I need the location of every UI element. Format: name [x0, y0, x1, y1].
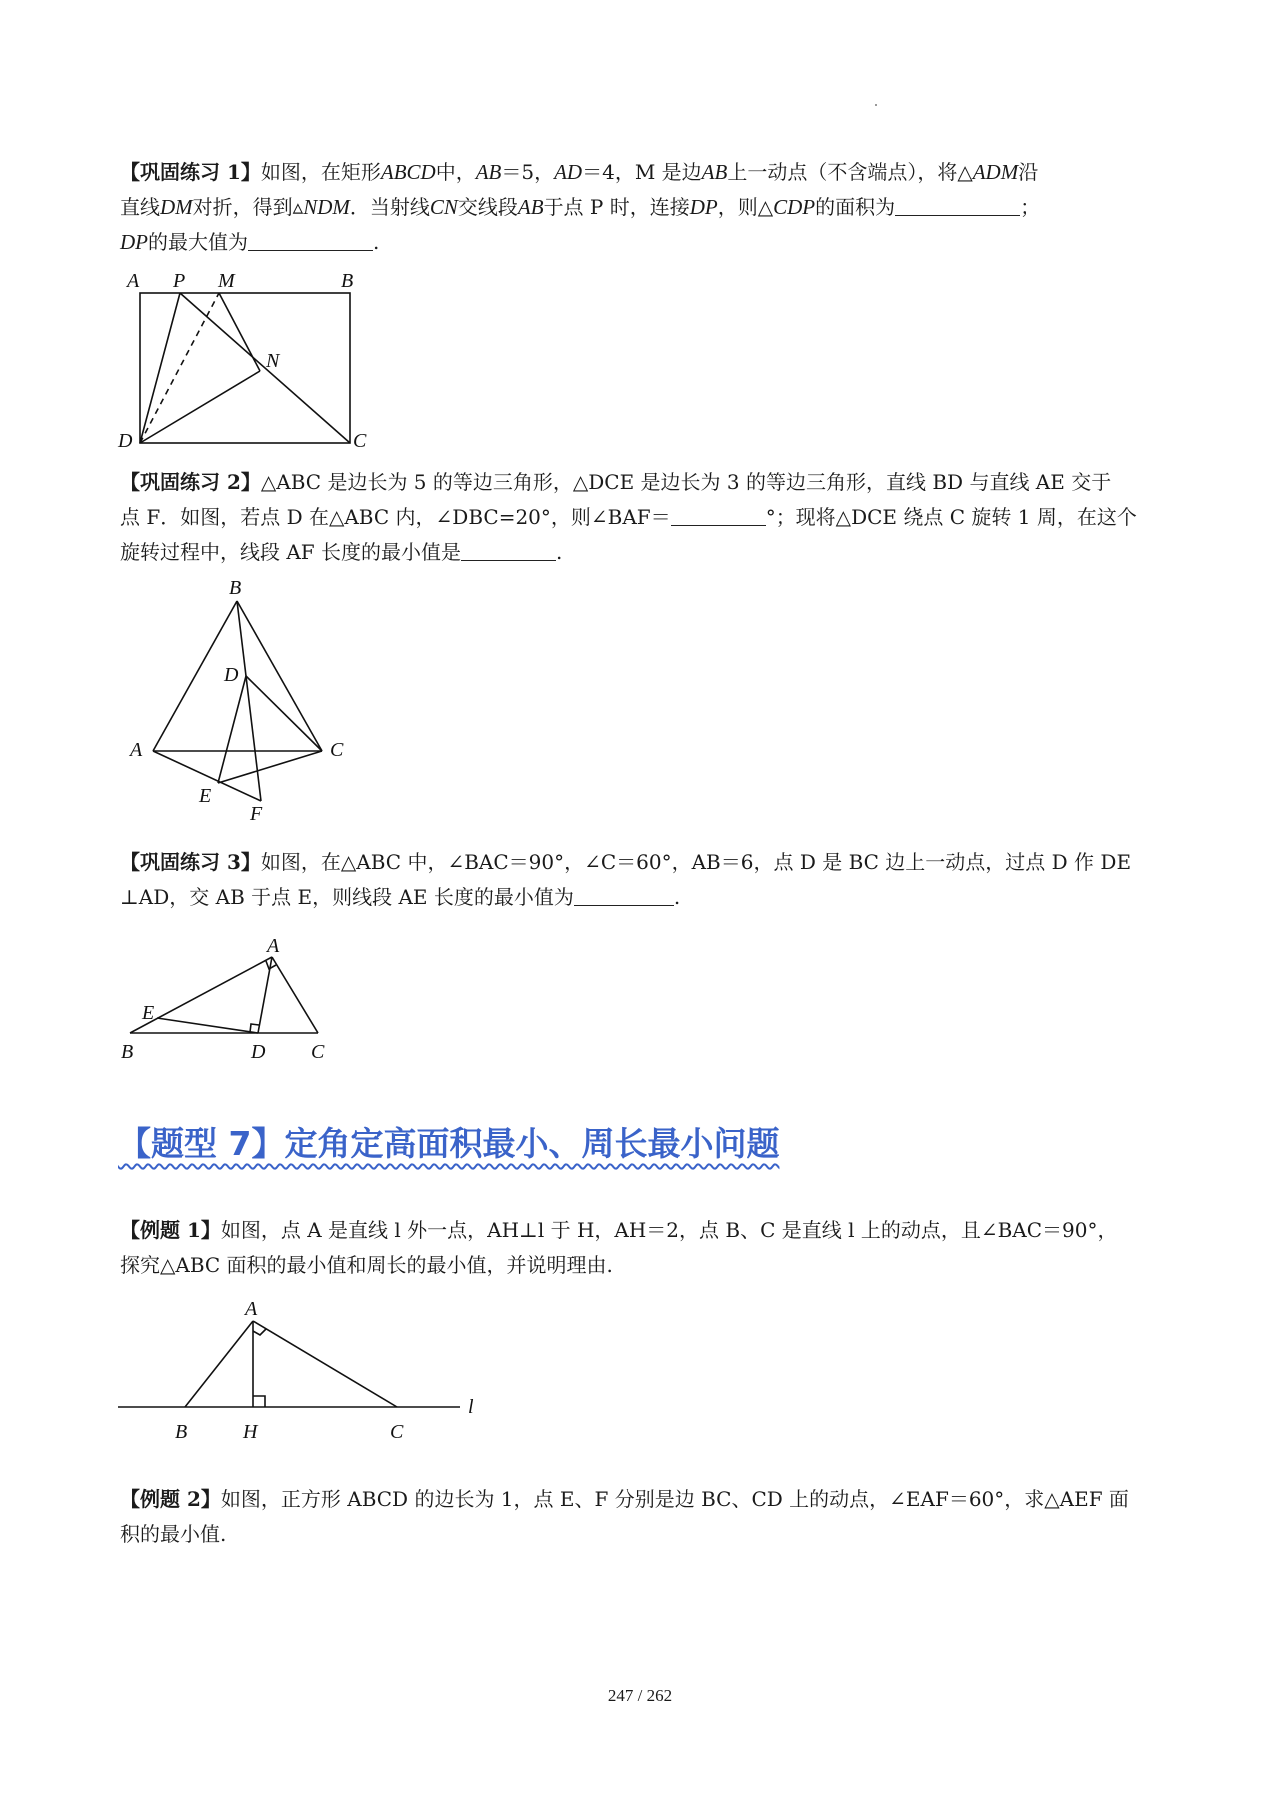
example-1-tag: 【例题 1】: [120, 1218, 221, 1242]
segment-dc: [246, 676, 322, 751]
figure-right-triangle-de-ad: [115, 930, 355, 1070]
text: 的面积为: [815, 195, 896, 219]
segment-dp: [140, 293, 180, 443]
text: 于点 P 时，连接: [543, 195, 690, 219]
math: ▵NDM: [292, 195, 350, 219]
label-e: E: [142, 1002, 155, 1024]
exercise-1-tag: 【巩固练习 1】: [120, 160, 261, 184]
math: CDP: [773, 195, 816, 219]
label-a: A: [130, 739, 143, 761]
label-e: E: [199, 785, 212, 807]
math: AB: [701, 160, 728, 184]
math: DM: [160, 195, 193, 219]
text: 如图，点 A 是直线 l 外一点，AH⊥l 于 H，AH＝2，点 B、C 是直线 l 上的动点，且∠BAC＝90°，: [220, 1218, 1118, 1242]
label-l: l: [468, 1396, 474, 1418]
figure-two-equilateral-triangles: [125, 580, 365, 825]
exercise-3-text: [120, 845, 1170, 915]
text: 交线段: [457, 195, 518, 219]
label-a: A: [245, 1298, 258, 1320]
example-2-text: [120, 1482, 1170, 1552]
text: 积的最小值.: [120, 1522, 227, 1546]
label-c: C: [390, 1421, 404, 1443]
label-c: C: [330, 739, 344, 761]
text: 探究△ABC 面积的最小值和周长的最小值，并说明理由.: [120, 1253, 613, 1277]
text: 的最大值为: [148, 230, 248, 254]
label-a: A: [127, 270, 140, 292]
math: ABCD: [380, 160, 436, 184]
label-d: D: [118, 430, 133, 452]
text: 如图，在矩形: [260, 160, 381, 184]
answer-blank[interactable]: [671, 503, 766, 526]
text: 上一动点（不含端点），将△: [727, 160, 973, 184]
label-h: H: [243, 1421, 258, 1443]
segment-de: [218, 676, 246, 783]
text: ，则△: [717, 195, 774, 219]
text: 点 F．如图，若点 D 在△ABC 内，∠DBC=20°，则∠BAF＝: [120, 505, 671, 529]
speck: [875, 104, 877, 106]
exercise-3-tag: 【巩固练习 3】: [120, 850, 261, 874]
text: .: [673, 885, 681, 909]
label-c: C: [353, 430, 367, 452]
segment-ed: [157, 1018, 258, 1033]
exercise-2-tag: 【巩固练习 2】: [120, 470, 261, 494]
section-heading: 【题型 7】定角定高面积最小、周长最小问题: [118, 1124, 780, 1163]
text: .: [556, 540, 563, 564]
text: .: [373, 230, 380, 254]
segment-ac: [253, 1321, 397, 1407]
label-n: N: [266, 350, 280, 372]
text: ．当射线: [349, 195, 430, 219]
label-p: P: [173, 270, 186, 292]
figure-right-angle-on-line: [110, 1295, 490, 1450]
label-b: B: [229, 580, 242, 599]
label-c: C: [311, 1041, 325, 1063]
segment-ac: [272, 957, 318, 1033]
text: △ABC 是边长为 5 的等边三角形，△DCE 是边长为 3 的等边三角形，直线 BD 与直线 AE 交于: [260, 470, 1112, 494]
example-1-text: [120, 1213, 1170, 1283]
math: ADM: [972, 160, 1019, 184]
text: 如图，正方形 ABCD 的边长为 1，点 E、F 分别是边 BC、CD 上的动点，∠EAF＝60°，求△AEF 面: [220, 1487, 1129, 1511]
exercise-2-text: [120, 465, 1170, 570]
rectangle-abcd: [140, 293, 350, 443]
segment-dm: [140, 293, 219, 443]
label-b: B: [175, 1421, 188, 1443]
segment-bc: [237, 601, 322, 751]
answer-blank[interactable]: [248, 228, 373, 251]
text: ＝4，M 是边: [582, 160, 702, 184]
right-angle-mark-h: [253, 1396, 265, 1407]
text: 直线: [120, 195, 160, 219]
figure-rectangle-fold: [115, 265, 375, 465]
label-m: M: [218, 270, 235, 292]
text: 如图，在△ABC 中，∠BAC＝90°，∠C＝60°，AB＝6，点 D 是 BC 边上一动点，过点 D 作 DE: [260, 850, 1132, 874]
label-f: F: [250, 803, 263, 825]
text: 对折，得到: [192, 195, 293, 219]
segment-ab: [185, 1321, 253, 1407]
answer-blank[interactable]: [574, 883, 674, 906]
math: AB: [517, 195, 544, 219]
label-b: B: [121, 1041, 134, 1063]
example-2-tag: 【例题 2】: [120, 1487, 221, 1511]
text: ⊥AD，交 AB 于点 E，则线段 AE 长度的最小值为: [120, 885, 574, 909]
label-d: D: [224, 664, 239, 686]
label-b: B: [341, 270, 354, 292]
math: AB: [475, 160, 502, 184]
label-a: A: [267, 935, 280, 957]
math: CN: [429, 195, 458, 219]
right-angle-mark-a: [253, 1329, 266, 1335]
answer-blank[interactable]: [461, 538, 556, 561]
segment-dn: [140, 371, 260, 443]
text: ；: [1020, 195, 1041, 219]
text: °；现将△DCE 绕点 C 旋转 1 周，在这个: [765, 505, 1137, 529]
answer-blank[interactable]: [895, 193, 1020, 216]
math: AD: [554, 160, 583, 184]
math: DP: [120, 230, 148, 254]
segment-ec: [218, 751, 322, 783]
text: ＝5，: [501, 160, 555, 184]
text: 沿: [1018, 160, 1039, 184]
page-number: 247 / 262: [607, 1686, 673, 1705]
label-d: D: [251, 1041, 266, 1063]
segment-pc: [180, 293, 350, 443]
text: 中，: [435, 160, 476, 184]
math: DP: [689, 195, 718, 219]
exercise-1-text: [120, 155, 1170, 260]
text: 旋转过程中，线段 AF 长度的最小值是: [120, 540, 462, 564]
